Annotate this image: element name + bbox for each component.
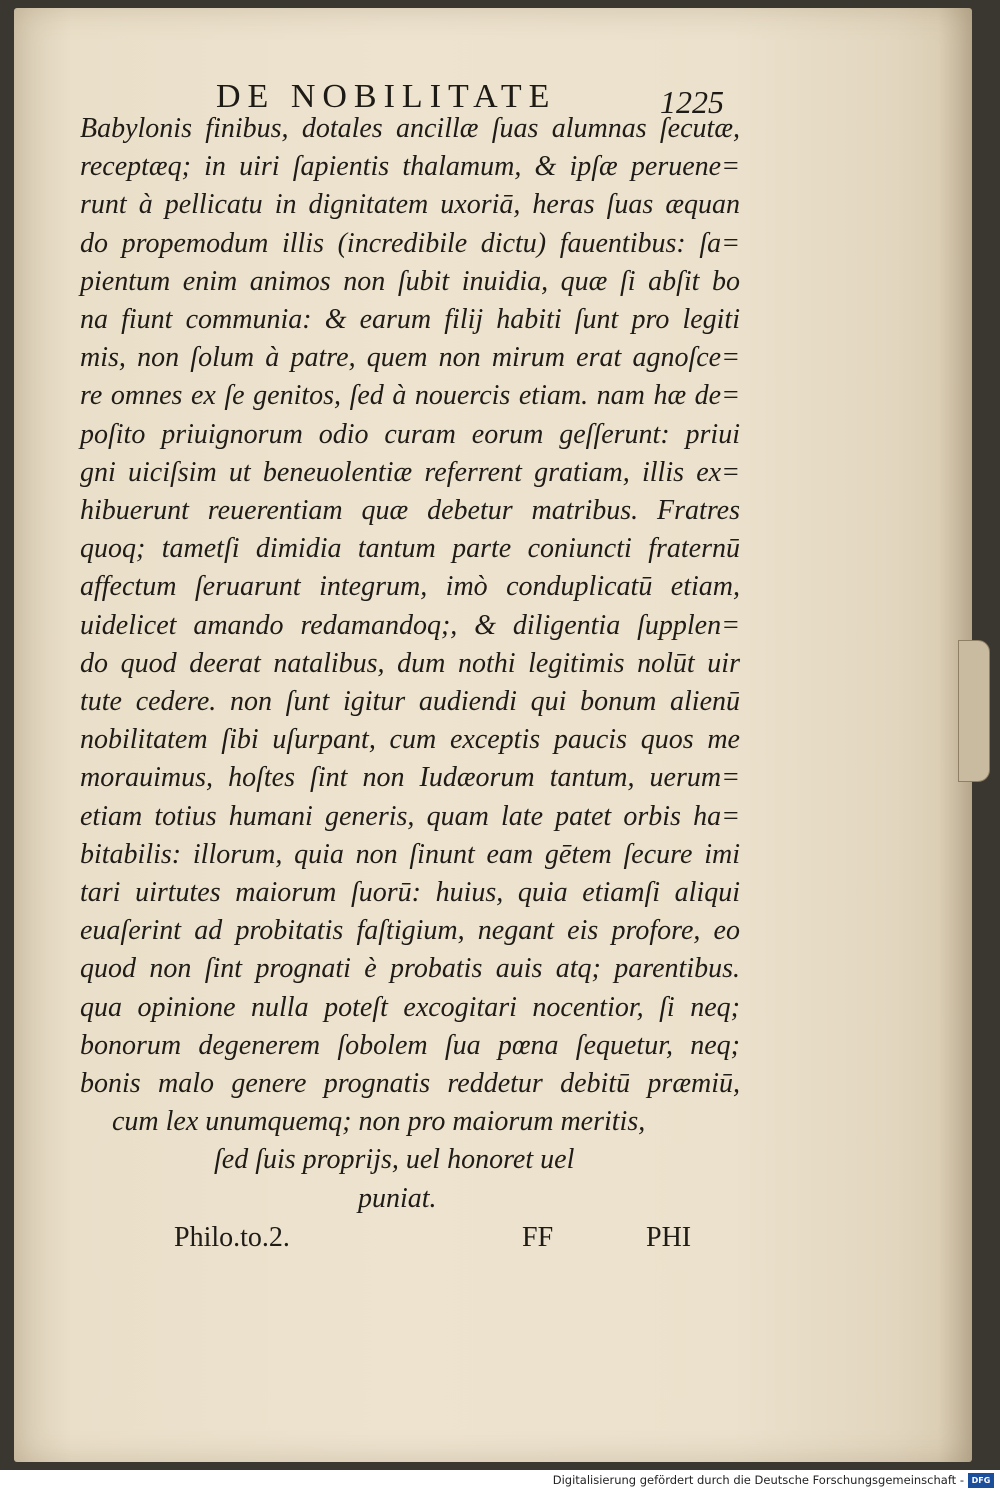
footer-bar — [0, 1470, 1000, 1492]
closing-line: cum lex unumquemq; non pro maiorum meritis, — [112, 1106, 646, 1138]
text-line: do propemodum illis (incredibile dictu) fauentibus: ſa= — [80, 227, 740, 259]
text-line: affectum ſeruarunt integrum, imò conduplicatū etiam, — [80, 571, 740, 603]
signature-mark: FF — [522, 1222, 554, 1253]
text-line: euaſerint ad probitatis faſtigium, negant eis profore, eo — [80, 915, 740, 947]
text-line: hibuerunt reuerentiam quæ debetur matribus. Fratres — [80, 495, 740, 527]
text-line: tute cedere. non ſunt igitur audiendi qui bonum alienū — [80, 686, 740, 718]
text-line: na fiunt communia: & earum filij habiti ſunt pro legiti — [80, 304, 740, 336]
text-line: quoq; tametſi dimidia tantum parte coniuncti fraternū — [80, 533, 740, 565]
text-line: nobilitatem ſibi uſurpant, cum exceptis paucis quos me — [80, 724, 740, 756]
catchword: PHI — [646, 1222, 692, 1253]
text-line: morauimus, hoſtes ſint non Iudæorum tantum, uerum= — [80, 762, 740, 794]
marginal-reference: Philo.to.2. — [174, 1222, 290, 1253]
text-line: runt à pellicatu in dignitatem uxoriā, heras ſuas æquan — [80, 189, 740, 221]
text-line: poſito priuignorum odio curam eorum geſſerunt: priui — [80, 418, 740, 450]
text-line: re omnes ex ſe genitos, ſed à nouercis etiam. nam hæ de= — [80, 380, 740, 412]
text-line: quod non ſint prognati è probatis auis atq; parentibus. — [80, 953, 740, 985]
text-line: qua opinione nulla poteſt excogitari nocentior, ſi neq; — [80, 991, 740, 1023]
closing-line: puniat. — [358, 1182, 437, 1214]
text-line: bitabilis: illorum, quia non ſinunt eam gētem ſecure imi — [80, 838, 740, 870]
text-line: Babylonis finibus, dotales ancillæ ſuas alumnas ſecutæ, — [80, 113, 740, 144]
closing-line: ſed ſuis proprijs, uel honoret uel — [214, 1144, 575, 1176]
folio-number: 1225 — [660, 84, 724, 120]
text-line: tari uirtutes maiorum ſuorū: huius, quia etiamſi aliqui — [80, 877, 740, 909]
text-line: bonorum degenerem ſobolem ſua pœna ſequetur, neq; — [80, 1029, 740, 1061]
running-head: DE NOBILITATE — [216, 78, 557, 115]
text-line: uidelicet amando redamandoq;, & diligentia ſupplen= — [80, 609, 740, 641]
body-text — [80, 110, 740, 1218]
page-tab — [958, 640, 990, 782]
text-line: etiam totius humani generis, quam late patet orbis ha= — [80, 800, 740, 832]
text-line: mis, non ſolum à patre, quem non mirum erat agnoſce= — [80, 342, 740, 374]
dfg-logo-icon: DFG — [968, 1473, 994, 1488]
text-line: do quod deerat natalibus, dum nothi legitimis nolūt uir — [80, 647, 740, 679]
text-line: pientum enim animos non ſubit inuidia, quæ ſi abſit bo — [80, 265, 740, 297]
text-line: receptæq; in uiri ſapientis thalamum, & ipſæ peruene= — [80, 151, 740, 183]
text-line: gni uiciſsim ut beneuolentiæ referrent gratiam, illis ex= — [80, 456, 740, 488]
text-line: bonis malo genere prognatis reddetur debitū præmiū, — [80, 1068, 740, 1100]
footer-credit: Digitalisierung gefördert durch die Deutsche Forschungsgemeinschaft - — [552, 1473, 964, 1487]
